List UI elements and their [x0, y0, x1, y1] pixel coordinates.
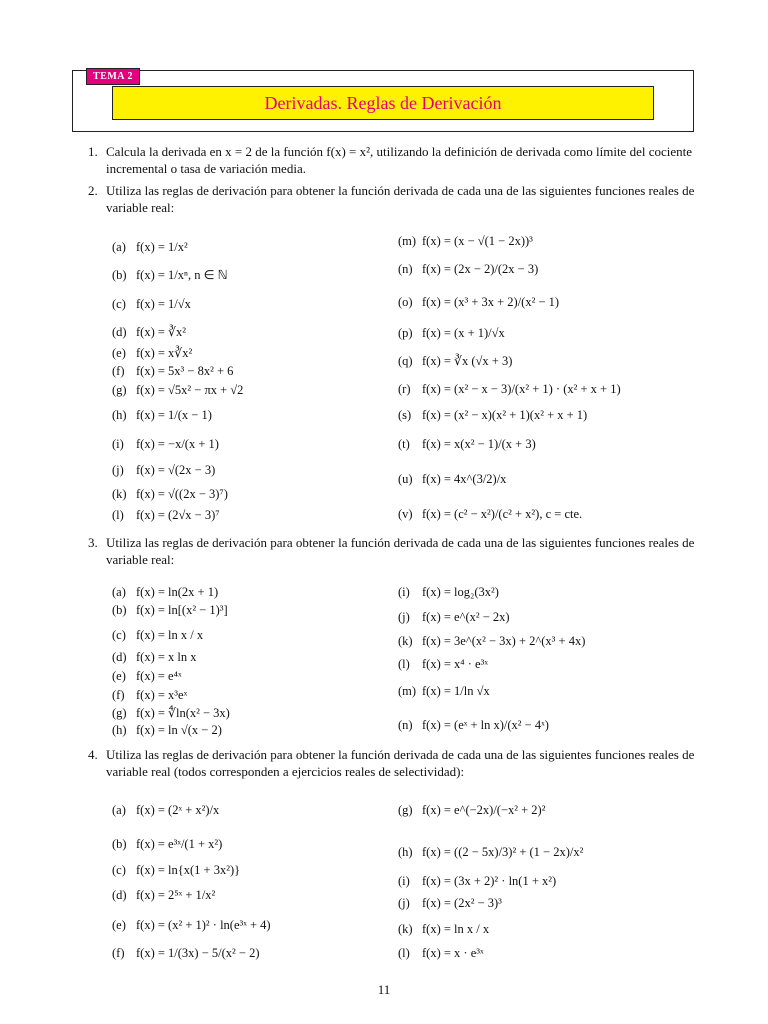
item-label: (c)	[112, 628, 126, 642]
item-formula: f(x) = (c² − x²)/(c² + x²), c = cte.	[422, 507, 583, 521]
exercise-number: 1.	[88, 144, 98, 159]
exercise-item	[398, 946, 484, 960]
exercise-item	[398, 354, 512, 368]
item-formula: f(x) = e⁴ˣ	[136, 669, 182, 683]
item-label: (l)	[398, 657, 410, 671]
exercise-item	[112, 946, 259, 960]
exercise-item	[112, 508, 220, 522]
item-label: (a)	[112, 585, 126, 599]
item-label: (e)	[112, 346, 126, 360]
item-formula: f(x) = ∛x²	[136, 325, 186, 339]
item-label: (a)	[112, 240, 126, 254]
exercise-item	[112, 268, 228, 282]
item-label: (f)	[112, 364, 125, 378]
item-formula: f(x) = ln x / x	[136, 628, 204, 642]
item-label: (r)	[398, 382, 411, 396]
item-formula: f(x) = 5x³ − 8x² + 6	[136, 364, 234, 378]
page-number: 11	[377, 982, 391, 997]
item-formula: f(x) = (2x² − 3)³	[422, 896, 502, 910]
item-label: (b)	[112, 603, 127, 617]
exercise-item	[112, 487, 228, 501]
item-formula: f(x) = 1/xⁿ, n ∈ ℕ	[136, 268, 228, 282]
item-formula: f(x) = x ln x	[136, 650, 197, 664]
item-formula: f(x) = (2ˣ + x²)/x	[136, 803, 220, 817]
item-formula: f(x) = 1/x²	[136, 240, 188, 254]
exercise-item	[112, 837, 222, 851]
exercise-1	[90, 143, 700, 177]
item-label: (h)	[112, 408, 127, 422]
exercise-item	[398, 382, 621, 396]
exercise-item	[112, 297, 191, 311]
page-title: Derivadas. Reglas de Derivación	[112, 86, 654, 120]
exercise-statement: Utiliza las reglas de derivación para obtener la función derivada de cada una de las siguientes funciones reales de variable real:	[106, 535, 695, 567]
item-formula: f(x) = (x² − x)(x² + 1)(x² + x + 1)	[422, 408, 588, 422]
exercise-item	[112, 408, 212, 422]
exercise-item	[398, 803, 545, 817]
item-label: (i)	[398, 585, 410, 599]
exercise-item	[112, 463, 215, 477]
item-formula: f(x) = (eˣ + ln x)/(x² − 4ˣ)	[422, 718, 549, 732]
item-formula: f(x) = 3e^(x² − 3x) + 2^(x³ + 4x)	[422, 634, 586, 648]
exercise-item	[398, 922, 489, 936]
item-formula: f(x) = 1/(3x) − 5/(x² − 2)	[136, 946, 260, 960]
exercise-item	[112, 650, 197, 664]
item-label: (m)	[398, 234, 417, 248]
item-label: (l)	[398, 946, 410, 960]
item-formula: f(x) = (3x + 2)² · ln(1 + x²)	[422, 874, 557, 888]
item-label: (b)	[112, 268, 127, 282]
item-formula: f(x) = (2x − 2)/(2x − 3)	[422, 262, 539, 276]
item-label: (e)	[112, 918, 126, 932]
item-label: (p)	[398, 326, 413, 340]
exercise-item	[112, 688, 187, 702]
item-formula: f(x) = −x/(x + 1)	[136, 437, 219, 451]
exercise-item	[398, 408, 587, 422]
exercise-4	[90, 746, 700, 780]
tema-badge: TEMA 2	[86, 68, 140, 85]
item-label: (u)	[398, 472, 413, 486]
item-formula: f(x) = (2√x − 3)⁷	[136, 508, 220, 522]
exercise-item	[398, 326, 505, 340]
exercise-item	[398, 295, 559, 309]
item-formula: f(x) = ln √(x − 2)	[136, 723, 222, 737]
item-formula: f(x) = ∛x (√x + 3)	[422, 354, 513, 368]
item-label: (h)	[112, 723, 127, 737]
item-label: (e)	[112, 669, 126, 683]
item-formula: f(x) = log₂(3x²)	[422, 585, 499, 599]
item-label: (t)	[398, 437, 410, 451]
exercise-3	[90, 534, 700, 568]
item-label: (g)	[398, 803, 413, 817]
exercise-item	[398, 472, 506, 486]
item-formula: f(x) = 2⁵ˣ + 1/x²	[136, 888, 216, 902]
item-formula: f(x) = ln{x(1 + 3x²)}	[136, 863, 241, 877]
item-formula: f(x) = e^(x² − 2x)	[422, 610, 510, 624]
item-formula: f(x) = ln[(x² − 1)³]	[136, 603, 228, 617]
item-formula: f(x) = √(2x − 3)	[136, 463, 216, 477]
exercise-2	[90, 182, 700, 216]
item-label: (k)	[112, 487, 127, 501]
item-label: (g)	[112, 383, 127, 397]
item-formula: f(x) = ln(2x + 1)	[136, 585, 219, 599]
item-formula: f(x) = ln x / x	[422, 922, 490, 936]
exercise-item	[112, 437, 219, 451]
item-formula: f(x) = ∜ln(x² − 3x)	[136, 706, 230, 720]
item-formula: f(x) = 4x^(3/2)/x	[422, 472, 507, 486]
item-formula: f(x) = (x² + 1)² · ln(e³ˣ + 4)	[136, 918, 271, 932]
exercise-item	[112, 364, 233, 378]
item-label: (j)	[398, 896, 410, 910]
exercise-item	[398, 437, 536, 451]
exercise-item	[398, 874, 556, 888]
item-label: (f)	[112, 946, 125, 960]
exercise-item	[398, 610, 510, 624]
item-label: (d)	[112, 325, 127, 339]
exercise-statement: Utiliza las reglas de derivación para obtener la función derivada de cada una de las siguientes funciones reales de variable real (todos corresponden a ejercicios reales de selectividad):	[106, 747, 695, 779]
exercise-item	[398, 845, 583, 859]
item-label: (j)	[398, 610, 410, 624]
item-formula: f(x) = (x² − x − 3)/(x² + 1) · (x² + x + 1)	[422, 382, 621, 396]
exercise-item	[112, 723, 222, 737]
item-formula: f(x) = (x³ + 3x + 2)/(x² − 1)	[422, 295, 560, 309]
item-formula: f(x) = 1/(x − 1)	[136, 408, 212, 422]
item-label: (h)	[398, 845, 413, 859]
item-label: (a)	[112, 803, 126, 817]
exercise-item	[398, 718, 549, 732]
exercise-item	[398, 234, 533, 248]
item-formula: f(x) = x⁴ · e³ˣ	[422, 657, 488, 671]
item-formula: f(x) = (x + 1)/√x	[422, 326, 505, 340]
exercise-number: 2.	[88, 183, 98, 198]
exercise-item	[112, 863, 240, 877]
item-label: (c)	[112, 297, 126, 311]
item-formula: f(x) = (x − √(1 − 2x))³	[422, 234, 533, 248]
exercise-number: 4.	[88, 747, 98, 762]
item-label: (i)	[112, 437, 124, 451]
item-label: (m)	[398, 684, 417, 698]
item-formula: f(x) = √((2x − 3)⁷)	[136, 487, 228, 501]
exercise-item	[112, 803, 219, 817]
item-label: (o)	[398, 295, 413, 309]
item-label: (v)	[398, 507, 413, 521]
item-formula: f(x) = x(x² − 1)/(x + 3)	[422, 437, 536, 451]
exercise-item	[112, 585, 218, 599]
exercise-item	[112, 603, 228, 617]
exercise-item	[112, 240, 188, 254]
item-label: (k)	[398, 634, 413, 648]
item-label: (b)	[112, 837, 127, 851]
item-formula: f(x) = √5x² − πx + √2	[136, 383, 244, 397]
item-label: (n)	[398, 718, 413, 732]
item-label: (q)	[398, 354, 413, 368]
exercise-item	[398, 262, 538, 276]
item-formula: f(x) = e^(−2x)/(−x² + 2)²	[422, 803, 546, 817]
item-label: (s)	[398, 408, 412, 422]
exercise-statement: Utiliza las reglas de derivación para obtener la función derivada de cada una de las siguientes funciones reales de variable real:	[106, 183, 695, 215]
item-formula: f(x) = x∛x²	[136, 346, 193, 360]
exercise-statement: Calcula la derivada en x = 2 de la función f(x) = x², utilizando la definición de derivada como límite del cociente incremental o tasa de variación media.	[106, 144, 693, 176]
item-label: (n)	[398, 262, 413, 276]
exercise-item	[112, 383, 243, 397]
item-label: (d)	[112, 650, 127, 664]
item-formula: f(x) = ((2 − 5x)/3)² + (1 − 2x)/x²	[422, 845, 584, 859]
exercise-item	[398, 585, 499, 599]
item-label: (l)	[112, 508, 124, 522]
item-label: (c)	[112, 863, 126, 877]
exercise-item	[398, 507, 582, 521]
item-label: (g)	[112, 706, 127, 720]
exercise-item	[398, 657, 488, 671]
exercise-item	[398, 634, 585, 648]
item-formula: f(x) = x³eˣ	[136, 688, 188, 702]
exercise-item	[112, 888, 215, 902]
exercise-item	[112, 706, 230, 720]
item-label: (i)	[398, 874, 410, 888]
exercise-item	[112, 918, 271, 932]
item-label: (k)	[398, 922, 413, 936]
exercise-item	[112, 669, 182, 683]
exercise-item	[398, 896, 502, 910]
item-formula: f(x) = 1/ln √x	[422, 684, 490, 698]
item-formula: f(x) = x · e³ˣ	[422, 946, 484, 960]
item-label: (d)	[112, 888, 127, 902]
exercise-item	[398, 684, 490, 698]
exercise-number: 3.	[88, 535, 98, 550]
exercise-item	[112, 325, 186, 339]
exercise-item	[112, 628, 203, 642]
item-formula: f(x) = e³ˣ/(1 + x²)	[136, 837, 223, 851]
exercise-item	[112, 346, 192, 360]
item-label: (j)	[112, 463, 124, 477]
item-label: (f)	[112, 688, 125, 702]
item-formula: f(x) = 1/√x	[136, 297, 191, 311]
